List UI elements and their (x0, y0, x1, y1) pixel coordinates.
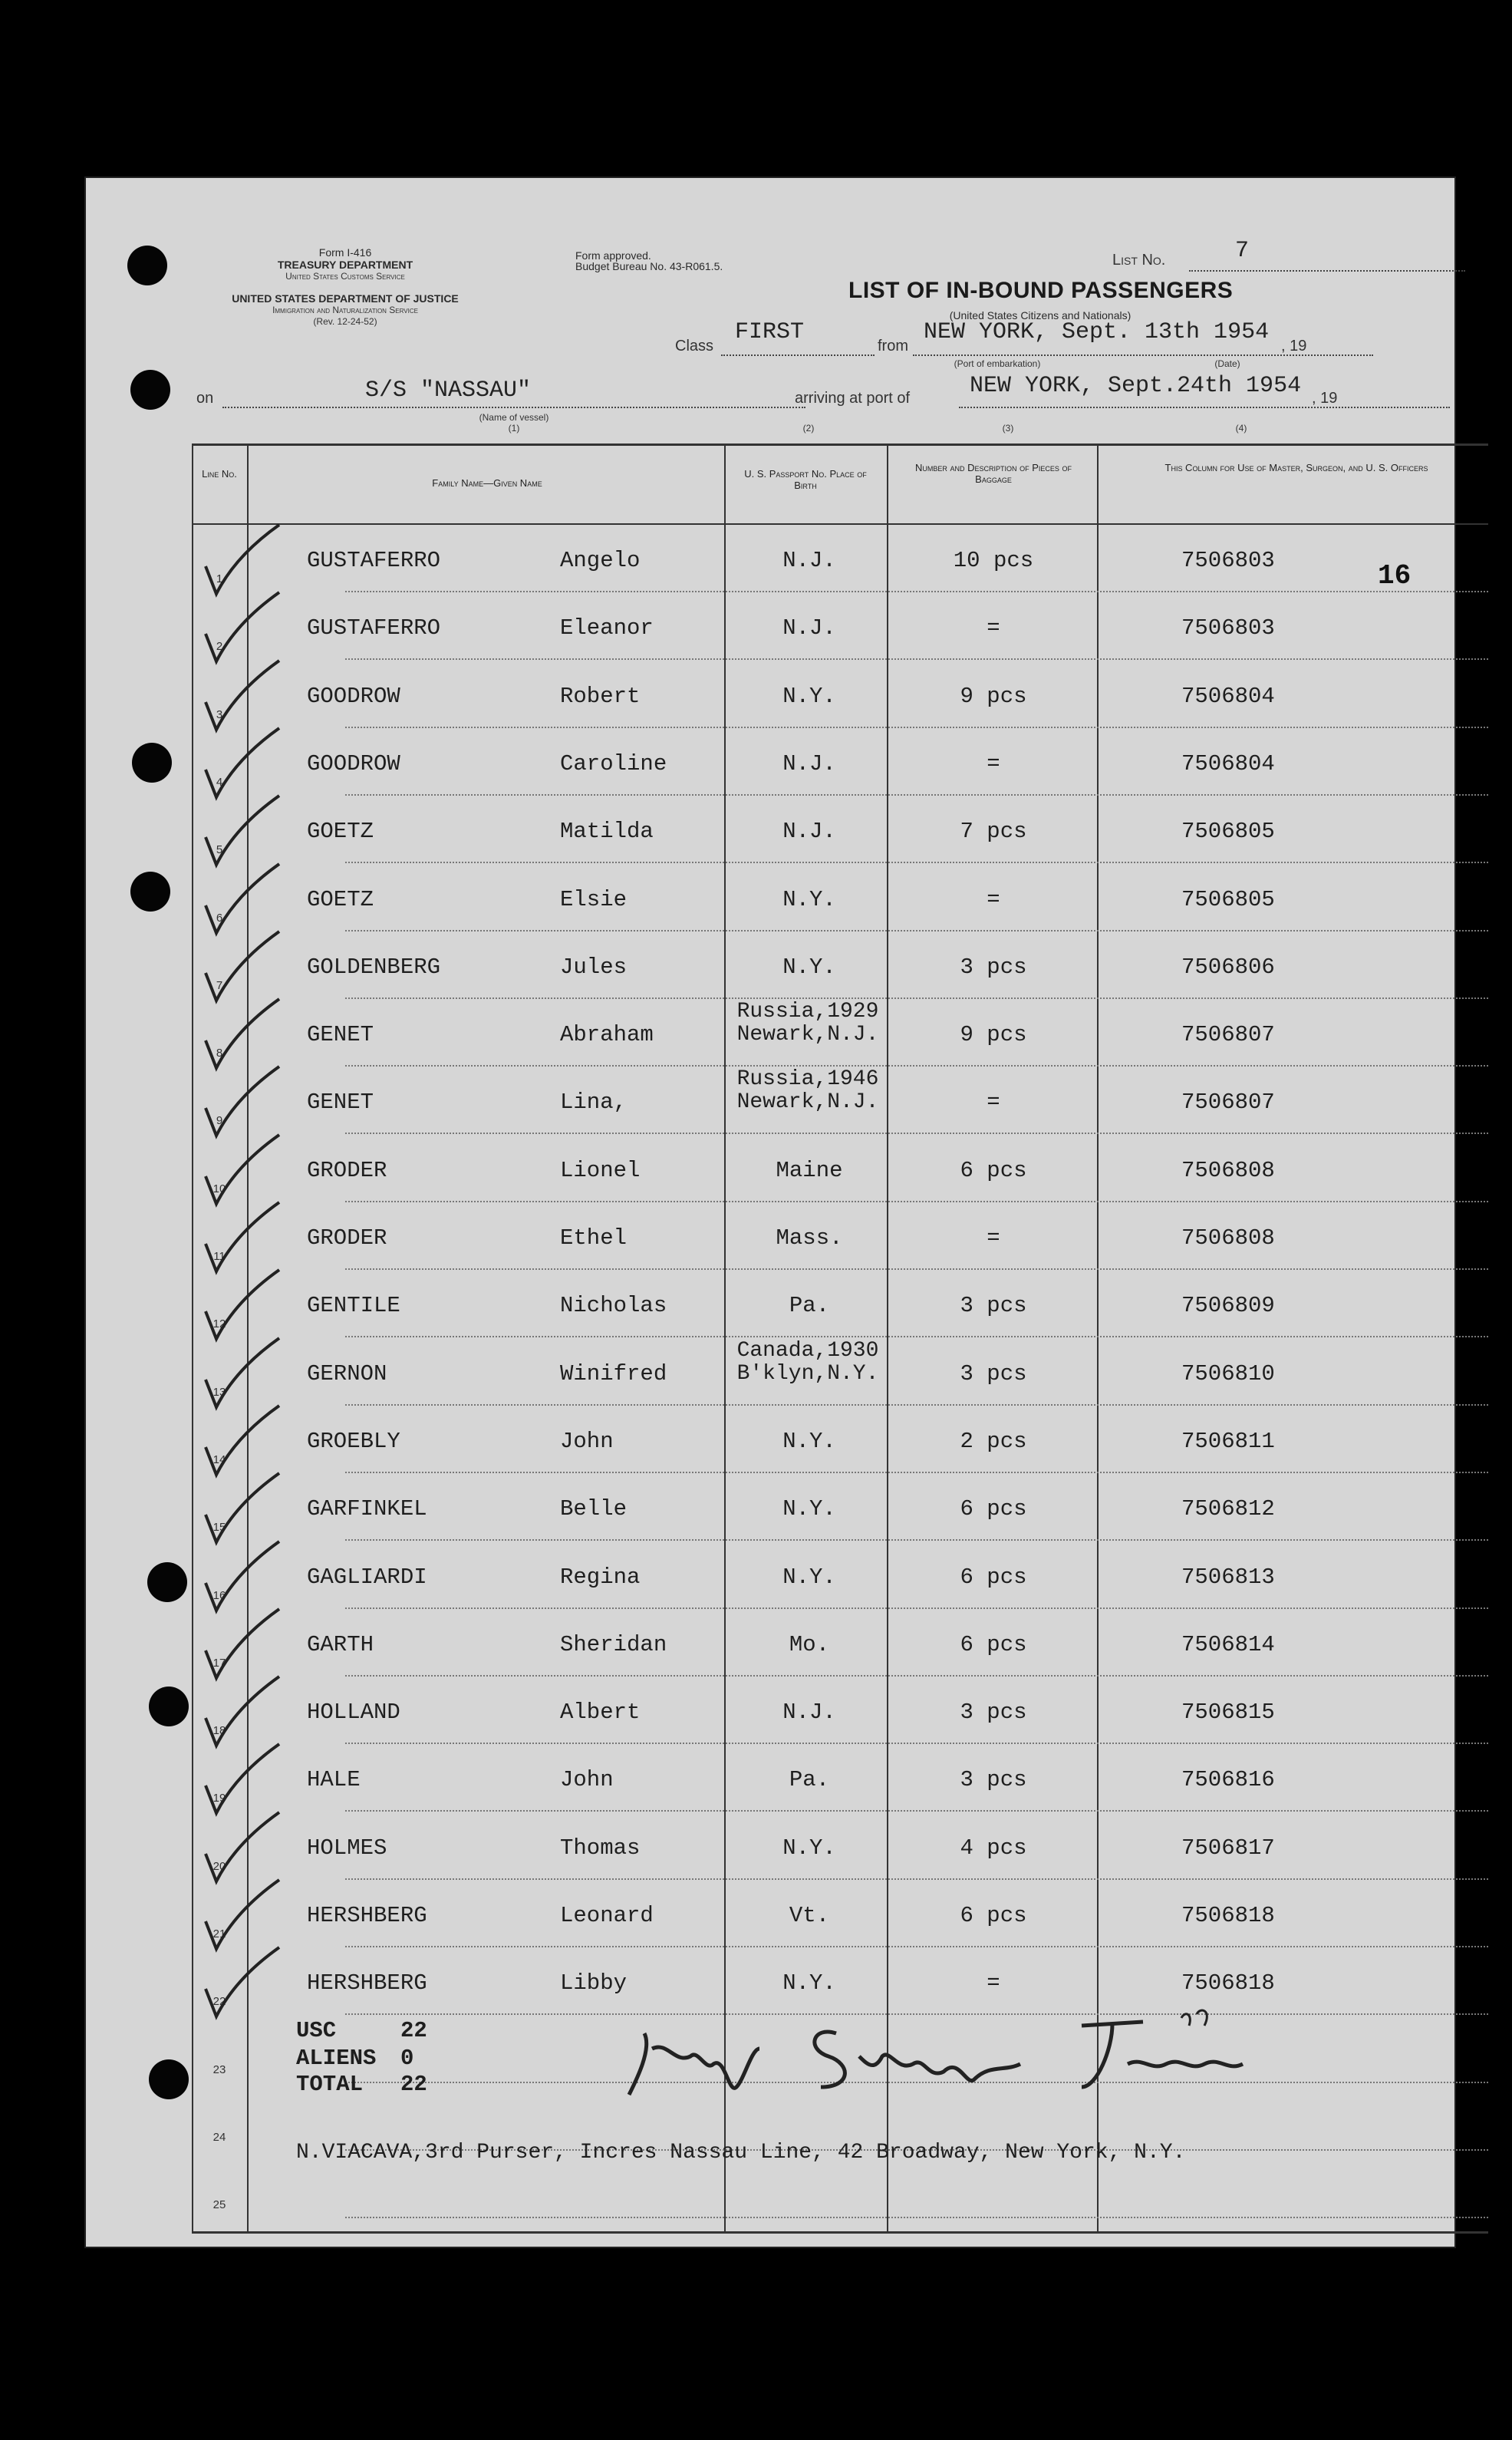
family-name: GOLDENBERG (307, 954, 441, 980)
given-name: John (560, 1767, 614, 1793)
place-of-birth: N.Y. (782, 1835, 836, 1861)
line-number: 25 (212, 2198, 226, 2212)
baggage: 2 pcs (960, 1428, 1027, 1454)
family-name: GRODER (307, 1225, 387, 1251)
table-bottom-rule (192, 2231, 1488, 2234)
row-rule (345, 658, 1488, 660)
family-name: GERNON (307, 1360, 387, 1387)
line-number: 21 (212, 1927, 226, 1940)
given-name: Albert (560, 1700, 641, 1726)
officer-ref: 7506804 (1181, 750, 1275, 777)
col-header-officers: This Column for Use of Master, Surgeon, and U. S. Officers (1164, 462, 1428, 473)
class-label: Class (675, 338, 714, 354)
row-rule (345, 1743, 1488, 1744)
line-number: 12 (212, 1317, 226, 1331)
officer-ref: 7506813 (1181, 1564, 1275, 1590)
line-number: 18 (212, 1724, 226, 1738)
baggage: 6 pcs (960, 1631, 1027, 1657)
baggage: = (987, 886, 1000, 912)
place-of-birth: N.Y. (782, 683, 836, 709)
officer-ref: 7506810 (1181, 1360, 1275, 1387)
officer-ref: 7506818 (1181, 1970, 1275, 1997)
family-name: GOETZ (307, 819, 374, 845)
given-name: John (560, 1428, 614, 1454)
place-of-birth: N.Y. (782, 1564, 836, 1590)
vessel-name: S/S "NASSAU" (365, 378, 532, 404)
row-rule (345, 1404, 1488, 1406)
place-of-birth: N.J. (782, 548, 836, 573)
officer-ref: 7506814 (1181, 1631, 1275, 1657)
birth-divider (887, 443, 888, 2233)
given-name: Elsie (560, 886, 628, 912)
line-number: 13 (212, 1385, 226, 1399)
total-value: 22 (400, 2072, 427, 2097)
line-number: 5 (216, 843, 223, 857)
baggage: 3 pcs (960, 954, 1027, 980)
on-label: on (196, 390, 214, 407)
vessel-line (222, 407, 805, 408)
officer-ref: 7506808 (1181, 1225, 1275, 1251)
line-number: 23 (212, 2062, 226, 2076)
line-number: 6 (216, 911, 223, 925)
family-name: HOLLAND (307, 1700, 400, 1726)
purser-line: N.VIACAVA,3rd Purser, Incres Nassau Line, 42 Broadway, New York, N.Y. (296, 2141, 1186, 2165)
family-name: GAGLIARDI (307, 1564, 427, 1590)
family-name: HERSHBERG (307, 1970, 427, 1997)
binder-hole (130, 872, 170, 912)
place-of-birth: Mo. (789, 1631, 830, 1657)
place-of-birth: N.J. (782, 750, 836, 777)
baggage: 9 pcs (960, 683, 1027, 709)
document-title: LIST OF IN-BOUND PASSENGERS (848, 278, 1234, 303)
given-name: Angelo (560, 548, 641, 573)
col-num-3: (3) (1002, 423, 1014, 434)
baggage: 6 pcs (960, 1564, 1027, 1590)
line-number: 3 (216, 707, 223, 721)
justice-label: UNITED STATES DEPARTMENT OF JUSTICE (232, 292, 459, 305)
row-rule (345, 794, 1488, 796)
family-name: GENET (307, 1090, 374, 1116)
name-divider (724, 443, 726, 2233)
row-rule (345, 997, 1488, 999)
officer-ref: 7506815 (1181, 1700, 1275, 1726)
form-number: Form I-416 (318, 246, 372, 259)
col-header-baggage: Number and Description of Pieces of Baggage (914, 462, 1072, 485)
baggage: 10 pcs (953, 548, 1034, 573)
officer-ref: 7506803 (1181, 615, 1275, 641)
budget-bureau: Budget Bureau No. 43-R061.5. (575, 260, 723, 272)
checkmark-icon (199, 1943, 284, 2027)
aliens-value: 0 (400, 2046, 414, 2071)
place-of-birth: N.Y. (782, 1428, 836, 1454)
form-approved: Form approved. (575, 249, 651, 262)
officer-ref: 7506805 (1181, 886, 1275, 912)
line-number: 10 (212, 1182, 226, 1195)
place-of-birth: Russia,1929 Newark,N.J. (736, 1000, 879, 1047)
family-name: GRODER (307, 1157, 387, 1183)
place-of-birth: Pa. (789, 1767, 830, 1793)
class-line (721, 354, 875, 356)
row-rule (345, 1946, 1488, 1947)
place-of-birth: N.J. (782, 819, 836, 845)
row-rule (345, 1675, 1488, 1677)
given-name: Nicholas (560, 1293, 667, 1319)
family-name: GROEBLY (307, 1428, 400, 1454)
given-name: Winifred (560, 1360, 667, 1387)
binder-hole (127, 246, 167, 285)
list-no-label: List No. (1112, 252, 1166, 269)
given-name: Abraham (560, 1022, 654, 1048)
place-of-birth: N.J. (782, 615, 836, 641)
given-name: Lionel (560, 1157, 641, 1183)
officer-ref: 7506807 (1181, 1090, 1275, 1116)
line-number: 19 (212, 1792, 226, 1805)
officer-ref: 7506806 (1181, 954, 1275, 980)
usc-value: 22 (400, 2018, 427, 2043)
officer-ref: 7506817 (1181, 1835, 1275, 1861)
line-number: 22 (212, 1995, 226, 2009)
officer-ref: 7506808 (1181, 1157, 1275, 1183)
officer-ref: 7506807 (1181, 1022, 1275, 1048)
row-rule (345, 862, 1488, 863)
family-name: GOODROW (307, 683, 400, 709)
col-num-2: (2) (802, 423, 815, 434)
port-embarkation-label: (Port of embarkation) (954, 358, 1041, 369)
baggage: 3 pcs (960, 1700, 1027, 1726)
place-of-birth: N.J. (782, 1700, 836, 1726)
row-rule (345, 727, 1488, 728)
treasury-label: TREASURY DEPARTMENT (277, 259, 413, 271)
family-name: GOODROW (307, 750, 400, 777)
family-name: GOETZ (307, 886, 374, 912)
line-number: 1 (216, 572, 223, 585)
arriving-label: arriving at port of (795, 390, 911, 407)
from-label: from (878, 338, 908, 354)
family-name: HOLMES (307, 1835, 387, 1861)
baggage: = (987, 1970, 1000, 1997)
inspector-signature (621, 2003, 1250, 2110)
line-number: 4 (216, 775, 223, 789)
given-name: Sheridan (560, 1631, 667, 1657)
col-num-4: (4) (1235, 423, 1247, 434)
col-header-line-no: Line No. (202, 468, 237, 480)
line-number: 15 (212, 1521, 226, 1535)
place-of-birth: Russia,1946 Newark,N.J. (736, 1067, 879, 1115)
line-number: 8 (216, 1047, 223, 1060)
baggage: = (987, 750, 1000, 777)
row-rule (345, 1472, 1488, 1473)
baggage: 3 pcs (960, 1767, 1027, 1793)
row-rule (345, 591, 1488, 592)
line-number: 2 (216, 640, 223, 654)
baggage: = (987, 615, 1000, 641)
list-no-line (1189, 270, 1465, 272)
officer-ref: 7506804 (1181, 683, 1275, 709)
table-top-rule (192, 443, 1488, 446)
manifest-page (84, 176, 1456, 2248)
binder-hole (132, 743, 172, 783)
row-rule (345, 930, 1488, 931)
row-rule (345, 2217, 1488, 2218)
given-name: Thomas (560, 1835, 641, 1861)
place-of-birth: Mass. (776, 1225, 843, 1251)
total-label: TOTAL (296, 2072, 364, 2097)
officer-ref: 7506803 (1181, 548, 1275, 573)
family-name: GARFINKEL (307, 1496, 427, 1522)
row-rule (345, 1878, 1488, 1880)
baggage-divider (1097, 443, 1099, 2233)
given-name: Belle (560, 1496, 628, 1522)
place-of-birth: Canada,1930 B'klyn,N.Y. (736, 1338, 879, 1386)
baggage: = (987, 1225, 1000, 1251)
ins-label: Immigration and Naturalization Service (272, 305, 418, 315)
given-name: Matilda (560, 819, 654, 845)
binder-hole (147, 1562, 187, 1602)
from-value: NEW YORK, Sept. 13th 1954 (924, 319, 1270, 345)
revision-label: (Rev. 12-24-52) (313, 316, 377, 327)
binder-hole (149, 1687, 189, 1726)
baggage: 6 pcs (960, 1157, 1027, 1183)
officer-ref: 7506811 (1181, 1428, 1275, 1454)
given-name: Libby (560, 1970, 628, 1997)
binder-hole (149, 2059, 189, 2099)
family-name: GENTILE (307, 1293, 400, 1319)
class-value: FIRST (735, 319, 805, 345)
baggage: 3 pcs (960, 1360, 1027, 1387)
year-suffix-2: , 19 (1312, 390, 1338, 407)
officer-ref: 7506812 (1181, 1496, 1275, 1522)
list-no-value: 7 (1235, 238, 1250, 264)
place-of-birth: Maine (776, 1157, 843, 1183)
family-name: HALE (307, 1767, 361, 1793)
row-rule (345, 1065, 1488, 1067)
line-number: 16 (212, 1588, 226, 1602)
baggage: 6 pcs (960, 1903, 1027, 1928)
given-name: Leonard (560, 1903, 654, 1928)
table-left-rule (192, 443, 193, 2233)
aliens-label: ALIENS (296, 2046, 377, 2071)
place-of-birth: Vt. (789, 1903, 830, 1928)
baggage: = (987, 1090, 1000, 1116)
document-subtitle: (United States Citizens and Nationals) (949, 309, 1132, 321)
line-number: 9 (216, 1114, 223, 1128)
line-number: 11 (213, 1250, 226, 1263)
given-name: Jules (560, 954, 628, 980)
col-header-passport: U. S. Passport No. Place of Birth (744, 468, 867, 491)
customs-label: United States Customs Service (285, 271, 405, 282)
date-label: (Date) (1214, 358, 1240, 369)
line-number: 24 (212, 2130, 226, 2144)
place-of-birth: N.Y. (782, 886, 836, 912)
line-number: 20 (212, 1859, 226, 1873)
row-rule (345, 1336, 1488, 1337)
baggage: 6 pcs (960, 1496, 1027, 1522)
officer-ref: 7506805 (1181, 819, 1275, 845)
row-rule (345, 1268, 1488, 1270)
line-number: 7 (216, 978, 223, 992)
row-rule (345, 1607, 1488, 1609)
arrival-value: NEW YORK, Sept.24th 1954 (970, 373, 1302, 399)
row-rule (345, 1133, 1488, 1134)
officer-ref: 7506816 (1181, 1767, 1275, 1793)
given-name: Robert (560, 683, 641, 709)
given-name: Ethel (560, 1225, 628, 1251)
family-name: GENET (307, 1022, 374, 1048)
baggage: 3 pcs (960, 1293, 1027, 1319)
place-of-birth: Pa. (789, 1293, 830, 1319)
vessel-label: (Name of vessel) (479, 412, 549, 423)
place-of-birth: N.Y. (782, 954, 836, 980)
officer-mark: 16 (1378, 560, 1412, 592)
place-of-birth: N.Y. (782, 1970, 836, 1997)
table-header-rule (192, 523, 1488, 525)
given-name: Caroline (560, 750, 667, 777)
family-name: GUSTAFERRO (307, 548, 441, 573)
family-name: HERSHBERG (307, 1903, 427, 1928)
row-rule (345, 1201, 1488, 1202)
given-name: Regina (560, 1564, 641, 1590)
officer-ref: 7506818 (1181, 1903, 1275, 1928)
baggage: 4 pcs (960, 1835, 1027, 1861)
row-rule (345, 1810, 1488, 1812)
baggage: 9 pcs (960, 1022, 1027, 1048)
given-name: Eleanor (560, 615, 654, 641)
given-name: Lina, (560, 1090, 628, 1116)
binder-hole (130, 370, 170, 410)
row-rule (345, 1539, 1488, 1541)
family-name: GARTH (307, 1631, 374, 1657)
col-header-name: Family Name—Given Name (432, 477, 542, 489)
line-number: 17 (212, 1656, 226, 1670)
place-of-birth: N.Y. (782, 1496, 836, 1522)
line-number: 14 (212, 1452, 226, 1466)
family-name: GUSTAFERRO (307, 615, 441, 641)
baggage: 7 pcs (960, 819, 1027, 845)
usc-label: USC (296, 2018, 337, 2043)
arrival-line (959, 407, 1450, 408)
col-num-1: (1) (508, 423, 520, 434)
year-suffix-1: , 19 (1281, 338, 1307, 354)
officer-ref: 7506809 (1181, 1293, 1275, 1319)
